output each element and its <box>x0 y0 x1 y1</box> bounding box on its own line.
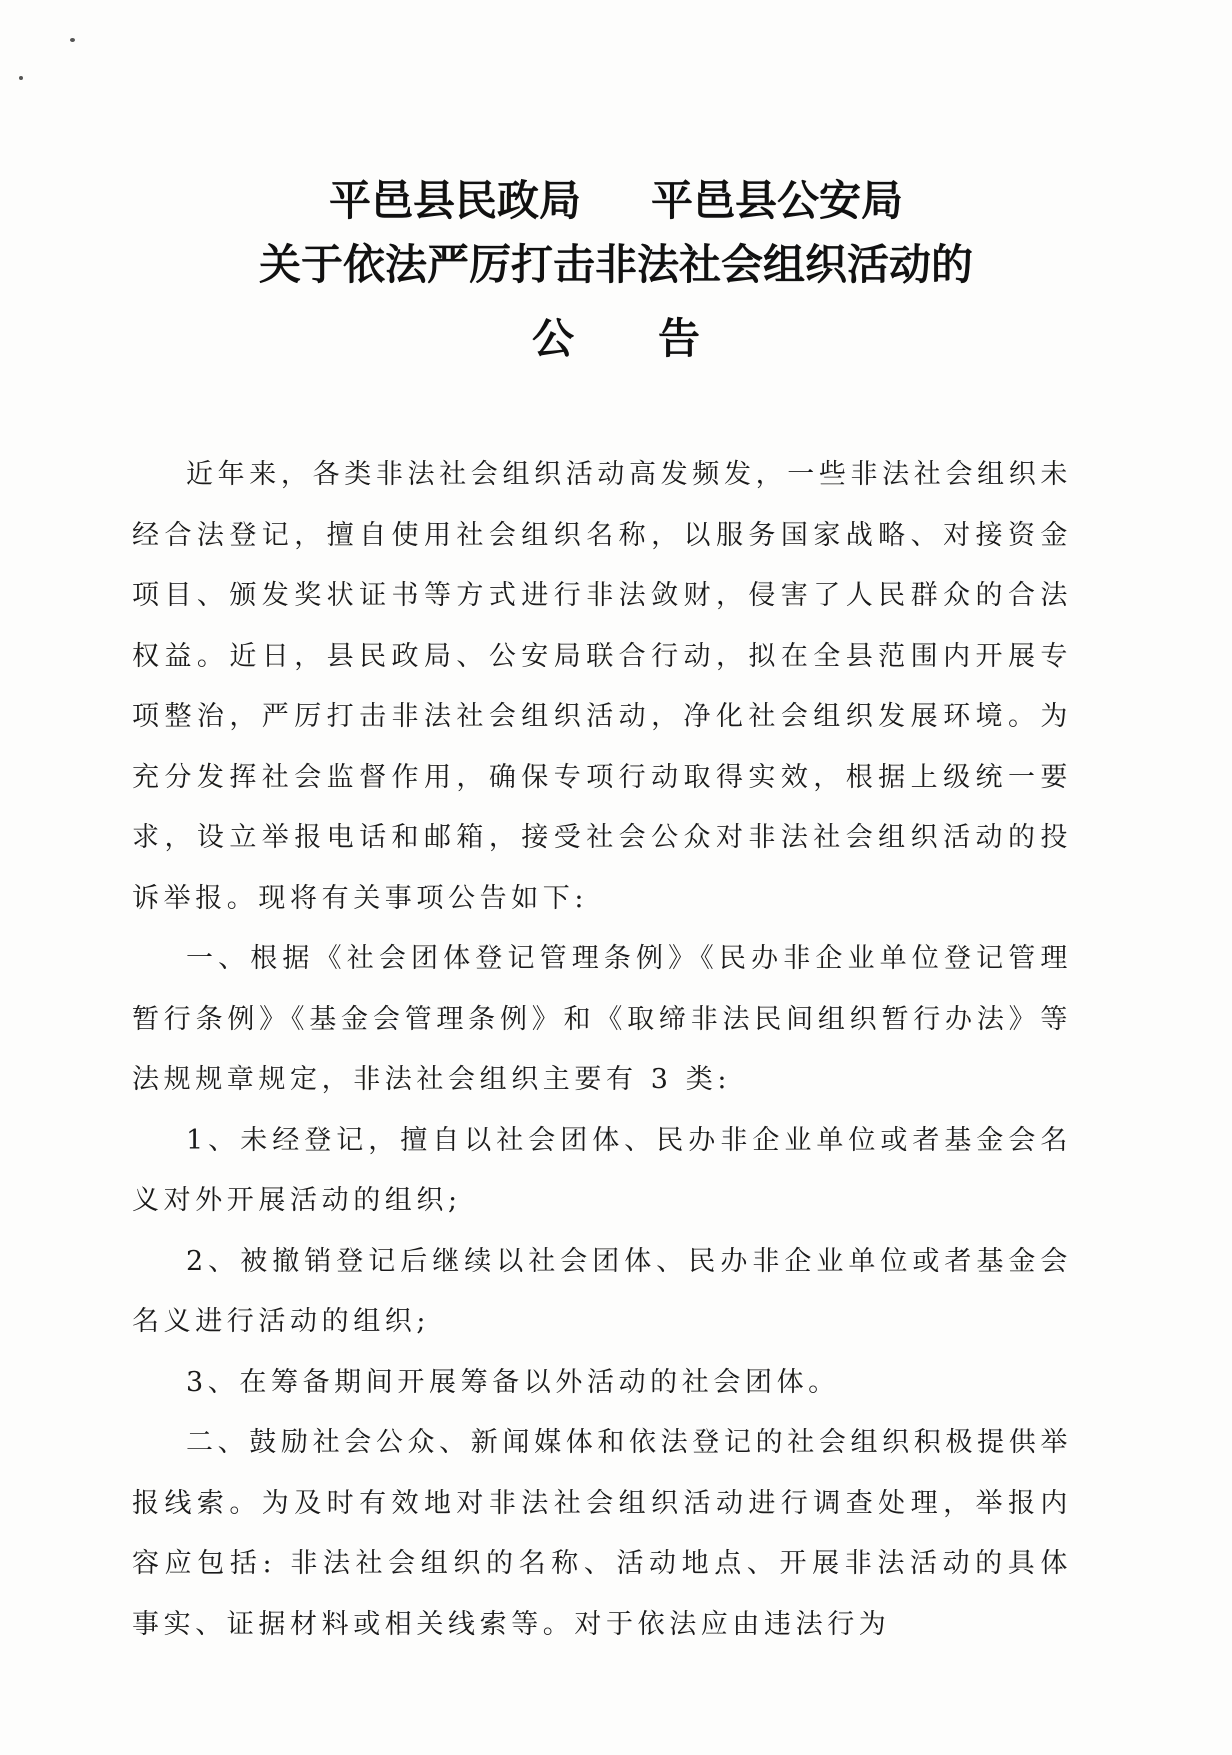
document-body <box>132 445 1072 1655</box>
title-line-2: 关于依法严厉打击非法社会组织活动的 <box>258 240 973 289</box>
title-issuer-public-security: 平邑县公安局 <box>651 176 904 225</box>
title-issuer-civil-affairs: 平邑县民政局 <box>328 176 581 225</box>
title-line-3: 公 告 <box>531 314 700 363</box>
scan-speck <box>19 76 23 80</box>
paragraph-item-1: 1、未经登记，擅自以社会团体、民办非企业单位或者基金会名义对外开展活动的组织; <box>132 1124 1072 1216</box>
paragraph-section-1: 一、根据《社会团体登记管理条例》《民办非企业单位登记管理暂行条例》《基金会管理条例》和《取缔非法民间组织暂行办法》等法规规章规定，非法社会组织主要有 3 类: <box>132 943 1072 1095</box>
paragraph-item-3: 3、在筹备期间开展筹备以外活动的社会团体。 <box>186 1366 840 1398</box>
paragraph-item-2: 2、被撤销登记后继续以社会团体、民办非企业单位或者基金会名义进行活动的组织; <box>132 1245 1072 1337</box>
title-line-1 <box>0 176 1232 226</box>
paragraph-section-2: 二、鼓励社会公众、新闻媒体和依法登记的社会组织积极提供举报线索。为及时有效地对非法社会组织活动进行调查处理，举报内容应包括: 非法社会组织的名称、活动地点、开展非法活动的具体事实、证据材料或相关线索等。对于依法应由违法行为 <box>132 1427 1072 1640</box>
scan-speck <box>70 38 75 42</box>
paragraph-intro: 近年来，各类非法社会组织活动高发频发，一些非法社会组织未经合法登记，擅自使用社会组织名称，以服务国家战略、对接资金项目、颁发奖状证书等方式进行非法敛财，侵害了人民群众的合法权益。近日，县民政局、公安局联合行动，拟在全县范围内开展专项整治，严厉打击非法社会组织活动，净化社会组织发展环境。为充分发挥社会监督作用，确保专项行动取得实效，根据上级统一要求，设立举报电话和邮箱，接受社会公众对非法社会组织活动的投诉举报。现将有关事项公告如下: <box>132 459 1072 914</box>
